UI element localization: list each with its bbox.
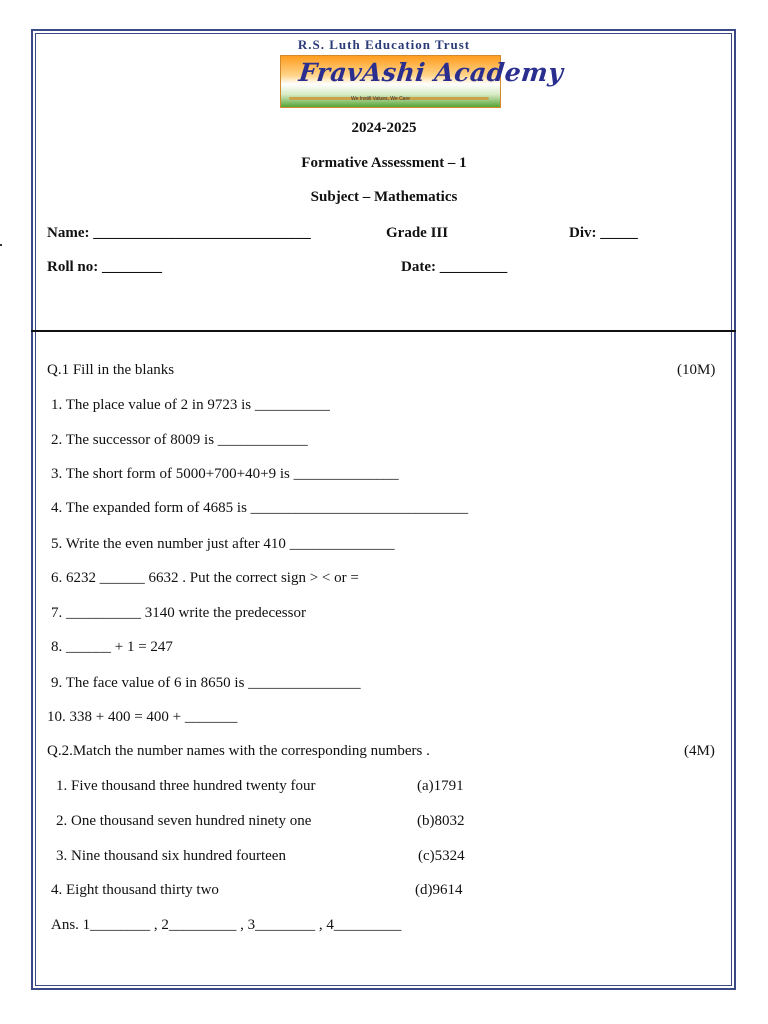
q2-item: 3. Nine thousand six hundred fourteen — [56, 848, 286, 864]
div-field: Div: _____ — [569, 225, 638, 241]
roll-field: Roll no: ________ — [47, 259, 163, 275]
q2-marks: (4M) — [684, 743, 715, 759]
q2-item: 1. Five thousand three hundred twenty four — [56, 778, 316, 794]
q1-item: 7. __________ 3140 write the predecessor — [51, 605, 306, 621]
q1-item: 4. The expanded form of 4685 is _____________________________ — [51, 500, 469, 516]
q2-option: (a)1791 — [417, 778, 464, 794]
q1-item: 6. 6232 ______ 6632 . Put the correct sign > < or = — [51, 570, 359, 586]
q2-option: (c)5324 — [418, 848, 465, 864]
q1-item: 2. The successor of 8009 is ____________ — [51, 432, 308, 448]
q1-item: 9. The face value of 6 in 8650 is _______________ — [51, 675, 361, 691]
q1-item: 10. 338 + 400 = 400 + _______ — [47, 709, 238, 725]
q1-title: Q.1 Fill in the blanks — [47, 362, 175, 378]
trust-name: R.S. Luth Education Trust — [297, 37, 471, 52]
q1-item: 5. Write the even number just after 410 ______________ — [51, 536, 395, 552]
subject-title: Subject – Mathematics — [310, 189, 458, 205]
header-divider — [31, 330, 736, 332]
q2-item: 4. Eight thousand thirty two — [51, 882, 219, 898]
q2-answer-line: Ans. 1________ , 2_________ , 3________ , 4_________ — [51, 917, 402, 933]
academic-year: 2024-2025 — [351, 120, 417, 136]
q1-item: 8. ______ + 1 = 247 — [51, 639, 173, 655]
name-field: Name: _____________________________ — [47, 225, 311, 241]
date-field: Date: _________ — [401, 259, 508, 275]
q2-option: (d)9614 — [415, 882, 463, 898]
academy-logo — [280, 55, 565, 108]
q2-option: (b)8032 — [417, 813, 465, 829]
q1-marks: (10M) — [677, 362, 716, 378]
q2-title: Q.2.Match the number names with the corresponding numbers . — [47, 743, 430, 759]
margin-mark — [0, 244, 2, 246]
logo-tagline: We Instill Values, We Care — [351, 96, 410, 102]
q1-item: 1. The place value of 2 in 9723 is __________ — [51, 397, 330, 413]
grade-label: Grade III — [386, 225, 449, 241]
logo-text: FravAshi Academy — [297, 58, 565, 87]
assessment-title: Formative Assessment – 1 — [301, 155, 467, 171]
q2-item: 2. One thousand seven hundred ninety one — [56, 813, 312, 829]
q1-item: 3. The short form of 5000+700+40+9 is ______________ — [51, 466, 399, 482]
